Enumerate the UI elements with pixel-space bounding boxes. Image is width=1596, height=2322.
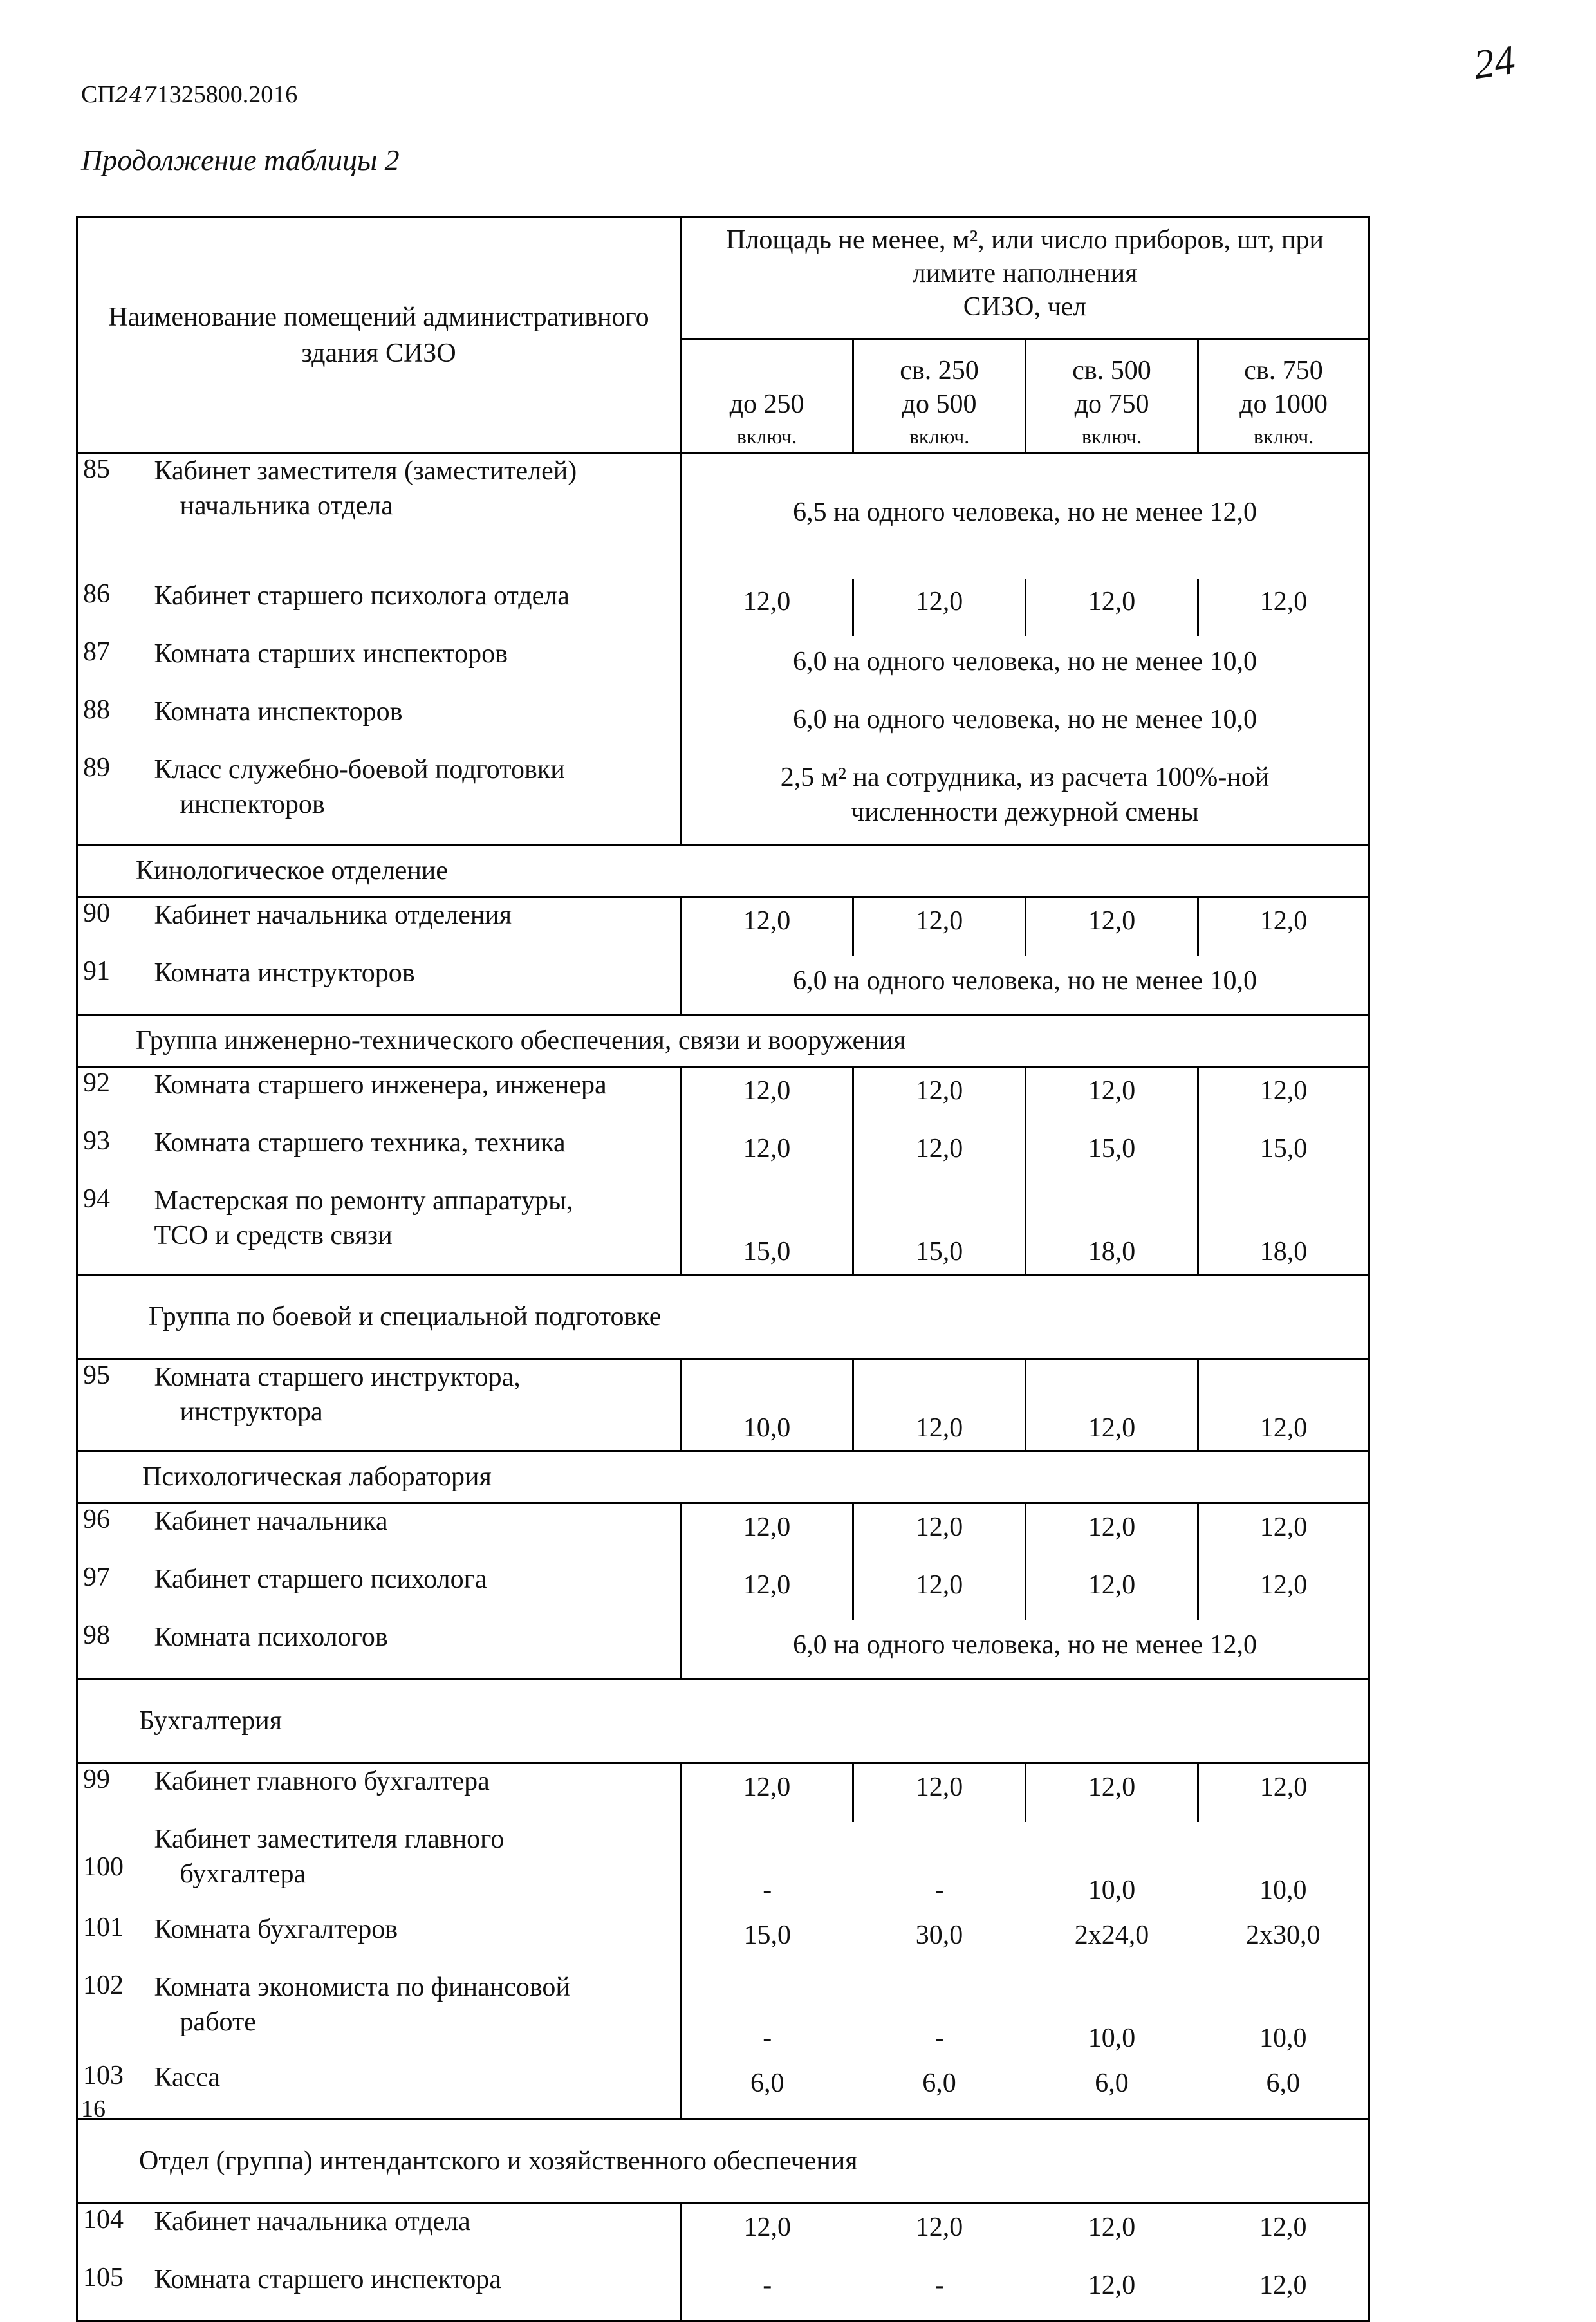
- row-number: 87: [77, 636, 154, 694]
- value-cell: 12,0: [1198, 897, 1369, 956]
- table-row: [77, 1503, 1369, 1563]
- table-row: [77, 1562, 1369, 1620]
- row-number: 94: [77, 1184, 154, 1275]
- room-name: [154, 1822, 681, 1912]
- value-cell: 12,0: [853, 1126, 1026, 1184]
- value-cell: 12,0: [1198, 579, 1369, 636]
- value-cell: 15,0: [743, 1920, 792, 1950]
- section-heading: Кинологическое отделение: [77, 845, 1369, 897]
- section-heading: Группа инженерно-технического обеспечения, связи и вооружения: [77, 1015, 1369, 1067]
- value-cell: 12,0: [853, 1562, 1026, 1620]
- table-row: [77, 636, 1369, 694]
- room-name: Комната старшего техника, техника: [154, 1126, 681, 1184]
- table-row: [77, 1067, 1369, 1126]
- value-cell: 10,0: [1088, 1875, 1136, 1905]
- value-cell: 12,0: [743, 1134, 791, 1164]
- room-name: Комната психологов: [154, 1620, 681, 1679]
- table-row: [77, 1620, 1369, 1679]
- subcol-3-to: до 750: [1074, 389, 1149, 419]
- value-cell: 12,0: [743, 1570, 791, 1600]
- room-name: Кабинет начальника отделения: [154, 897, 681, 956]
- area-norm: 6,0 на одного человека, но не менее 10,0: [681, 694, 1369, 752]
- room-name: [154, 1359, 681, 1451]
- room-name: Комната инспекторов: [154, 694, 681, 752]
- subcol-header-3: [1026, 339, 1198, 453]
- subcol-3-from: св. 500: [1072, 356, 1151, 385]
- value-cell: 12,0: [743, 587, 791, 617]
- section-heading: Бухгалтерия: [77, 1679, 1369, 1763]
- row-number: 86: [77, 579, 154, 636]
- room-name: Комната инструкторов: [154, 956, 681, 1015]
- column-header-name: Наименование помещений административного здания СИЗО: [77, 218, 681, 453]
- room-name-line-1: Комната экономиста по финансовой: [154, 1973, 570, 2002]
- room-name: [154, 1970, 681, 2060]
- group-line-2: лимите наполнения: [912, 259, 1138, 288]
- value-cell: 12,0: [743, 1512, 791, 1542]
- room-name: Кабинет старшего психолога: [154, 1562, 681, 1620]
- room-name: Комната старшего инспектора: [154, 2262, 681, 2321]
- row-number: 95: [77, 1359, 154, 1451]
- value-cell: 10,0: [681, 1359, 853, 1451]
- room-name-line-2: бухгалтера: [180, 1859, 306, 1889]
- room-name-line-1: Мастерская по ремонту аппаратуры,: [154, 1186, 573, 1216]
- value-cell: 12,0: [743, 2213, 792, 2242]
- table-row: [77, 2204, 1369, 2263]
- handwritten-page-mark: 24: [1471, 36, 1518, 88]
- value-cell: 15,0: [853, 1184, 1026, 1275]
- area-norm: 6,0 на одного человека, но не менее 12,0: [681, 1620, 1369, 1679]
- room-name: [154, 1184, 681, 1275]
- value-cell: 12,0: [743, 1076, 791, 1106]
- room-name-line-2: работе: [180, 2007, 256, 2037]
- subcol-1-range: до 250: [729, 389, 804, 419]
- area-norm: [681, 752, 1369, 845]
- room-name: Кабинет начальника отдела: [154, 2204, 681, 2263]
- value-cell: 15,0: [681, 1184, 853, 1275]
- room-name: Комната бухгалтеров: [154, 1912, 681, 1970]
- row-number: 91: [77, 956, 154, 1015]
- value-cell: -: [763, 2023, 772, 2053]
- page-number: 16: [81, 2095, 106, 2122]
- section-heading: Группа по боевой и специальной подготовке: [77, 1275, 1369, 1359]
- value-cell: 6,0: [1026, 2060, 1198, 2119]
- room-name-line-2: инспекторов: [180, 790, 325, 819]
- section-heading: Психологическая лаборатория: [77, 1451, 1369, 1503]
- row-number: 105: [77, 2262, 154, 2321]
- value-cell: 6,0: [853, 2060, 1026, 2119]
- value-cell: 12,0: [1026, 1503, 1198, 1563]
- value-cell: 12,0: [743, 1772, 791, 1802]
- subcol-3-note: включ.: [1081, 425, 1142, 448]
- doc-code-prefix: СП: [81, 81, 115, 108]
- value-cell: 18,0: [1026, 1184, 1198, 1275]
- value-cell: 12,0: [1198, 1763, 1369, 1823]
- subcol-2-to: до 500: [902, 389, 977, 419]
- value-cell: 6,0: [1198, 2060, 1369, 2119]
- table-row: [77, 2262, 1369, 2321]
- value-cell: 12,0: [1198, 1359, 1369, 1451]
- column-header-group: [681, 218, 1369, 339]
- value-cell: -: [763, 1875, 772, 1905]
- row-number: 85: [77, 453, 154, 579]
- value-cell: 6,0: [681, 2060, 853, 2119]
- value-cell: 12,0: [1198, 2262, 1369, 2321]
- value-cell: 12,0: [1198, 1067, 1369, 1126]
- row-number: 89: [77, 752, 154, 845]
- row-number: 103: [77, 2060, 154, 2119]
- table-row: [77, 956, 1369, 1015]
- row-number: 96: [77, 1503, 154, 1563]
- value-cell: 10,0: [1088, 2023, 1136, 2053]
- table-row: [77, 1184, 1369, 1275]
- room-name: [154, 752, 681, 845]
- subcol-4-from: св. 750: [1244, 356, 1323, 385]
- row-number: 102: [77, 1970, 154, 2060]
- room-name-line-1: Кабинет заместителя главного: [154, 1825, 505, 1854]
- row-number: 92: [77, 1067, 154, 1126]
- subcol-4-to: до 1000: [1239, 389, 1328, 419]
- value-cell: 12,0: [1198, 2204, 1369, 2263]
- value-cell: 12,0: [1026, 1359, 1198, 1451]
- value-cell: 12,0: [853, 1067, 1026, 1126]
- value-cell: 30,0: [915, 1920, 963, 1950]
- table-row: [77, 694, 1369, 752]
- value-cell: 12,0: [1026, 1763, 1198, 1823]
- value-cell: 12,0: [1026, 1562, 1198, 1620]
- value-cell: 15,0: [1026, 1126, 1198, 1184]
- area-norm-line-1: 2,5 м² на сотрудника, из расчета 100%-ной: [780, 763, 1270, 792]
- value-cell: 15,0: [1198, 1126, 1369, 1184]
- room-name: Кабинет старшего психолога отдела: [154, 579, 681, 636]
- row-number: 97: [77, 1562, 154, 1620]
- room-name-line-1: Комната старшего инструктора,: [154, 1362, 521, 1392]
- subcol-header-4: [1198, 339, 1369, 453]
- area-norm: 6,5 на одного человека, но не менее 12,0: [681, 453, 1369, 579]
- subcol-header-1: [681, 339, 853, 453]
- value-cell: 12,0: [853, 579, 1026, 636]
- subcol-header-2: [853, 339, 1026, 453]
- room-name-line-2: начальника отдела: [180, 491, 393, 521]
- row-number: 104: [77, 2204, 154, 2263]
- row-number: 101: [77, 1912, 154, 1970]
- room-name: Кабинет начальника: [154, 1503, 681, 1563]
- subcol-1-note: включ.: [736, 425, 797, 448]
- document-code: [81, 80, 297, 109]
- table-row: [77, 453, 1369, 579]
- value-cell: -: [934, 2023, 944, 2053]
- rooms-area-table: [76, 216, 1368, 2322]
- row-number: 93: [77, 1126, 154, 1184]
- table-row: [77, 897, 1369, 956]
- value-cell: 12,0: [1026, 2262, 1198, 2321]
- row-number: 98: [77, 1620, 154, 1679]
- value-cell: -: [934, 1875, 944, 1905]
- value-cell: 12,0: [853, 897, 1026, 956]
- value-cell: 10,0: [1198, 1970, 1369, 2060]
- value-cell: -: [853, 2262, 1026, 2321]
- room-name: Кабинет главного бухгалтера: [154, 1763, 681, 1823]
- table-row: [77, 1359, 1369, 1451]
- table-row: [77, 1126, 1369, 1184]
- value-cell: 12,0: [1026, 897, 1198, 956]
- room-name-line-1: Класс служебно-боевой подготовки: [154, 755, 565, 785]
- value-cell: 2х30,0: [1198, 1912, 1369, 1970]
- room-name: [154, 453, 681, 579]
- subcol-2-from: св. 250: [900, 356, 979, 385]
- group-line-3: СИЗО, чел: [963, 292, 1087, 322]
- value-cell: 12,0: [1198, 1562, 1369, 1620]
- area-norm: 6,0 на одного человека, но не менее 10,0: [681, 636, 1369, 694]
- row-number: 88: [77, 694, 154, 752]
- doc-code-handwritten: 247: [115, 82, 157, 108]
- area-norm-line-2: численности дежурной смены: [851, 797, 1199, 827]
- value-cell: -: [681, 2262, 853, 2321]
- table-caption: Продолжение таблицы 2: [81, 144, 400, 176]
- row-number: 90: [77, 897, 154, 956]
- value-cell: 12,0: [853, 1503, 1026, 1563]
- value-cell: 2х24,0: [1074, 1920, 1149, 1950]
- table-row: [77, 2060, 1369, 2119]
- value-cell: 12,0: [1026, 1067, 1198, 1126]
- value-cell: 12,0: [853, 1359, 1026, 1451]
- table-row: [77, 752, 1369, 845]
- subcol-2-note: включ.: [909, 425, 970, 448]
- table-row: [77, 1822, 1369, 1912]
- value-cell: 12,0: [1088, 2213, 1136, 2242]
- row-number: 99: [77, 1763, 154, 1823]
- value-cell: 18,0: [1198, 1184, 1369, 1275]
- room-name: Комната старшего инженера, инженера: [154, 1067, 681, 1126]
- value-cell: 12,0: [915, 2213, 963, 2242]
- room-name-line-2: ТСО и средств связи: [154, 1221, 393, 1250]
- value-cell: 12,0: [1026, 579, 1198, 636]
- room-name: Касса: [154, 2060, 681, 2119]
- table-row: [77, 1912, 1369, 1970]
- area-norm: 6,0 на одного человека, но не менее 10,0: [681, 956, 1369, 1015]
- table-row: [77, 1763, 1369, 1823]
- room-name-line-2: инструктора: [180, 1397, 323, 1427]
- doc-code-suffix: 1325800.2016: [156, 81, 298, 108]
- value-cell: 12,0: [1198, 1503, 1369, 1563]
- group-line-1: Площадь не менее, м², или число приборов, шт, при: [726, 225, 1324, 255]
- room-name-line-1: Кабинет заместителя (заместителей): [154, 456, 577, 486]
- subcol-4-note: включ.: [1253, 425, 1314, 448]
- table-row: [77, 579, 1369, 636]
- row-number: 100: [77, 1822, 154, 1912]
- value-cell: 12,0: [853, 1763, 1026, 1823]
- value-cell: 10,0: [1198, 1822, 1369, 1912]
- room-name: Комната старших инспекторов: [154, 636, 681, 694]
- table-row: [77, 1970, 1369, 2060]
- value-cell: 12,0: [743, 906, 791, 936]
- section-heading: Отдел (группа) интендантского и хозяйственного обеспечения: [77, 2119, 1369, 2204]
